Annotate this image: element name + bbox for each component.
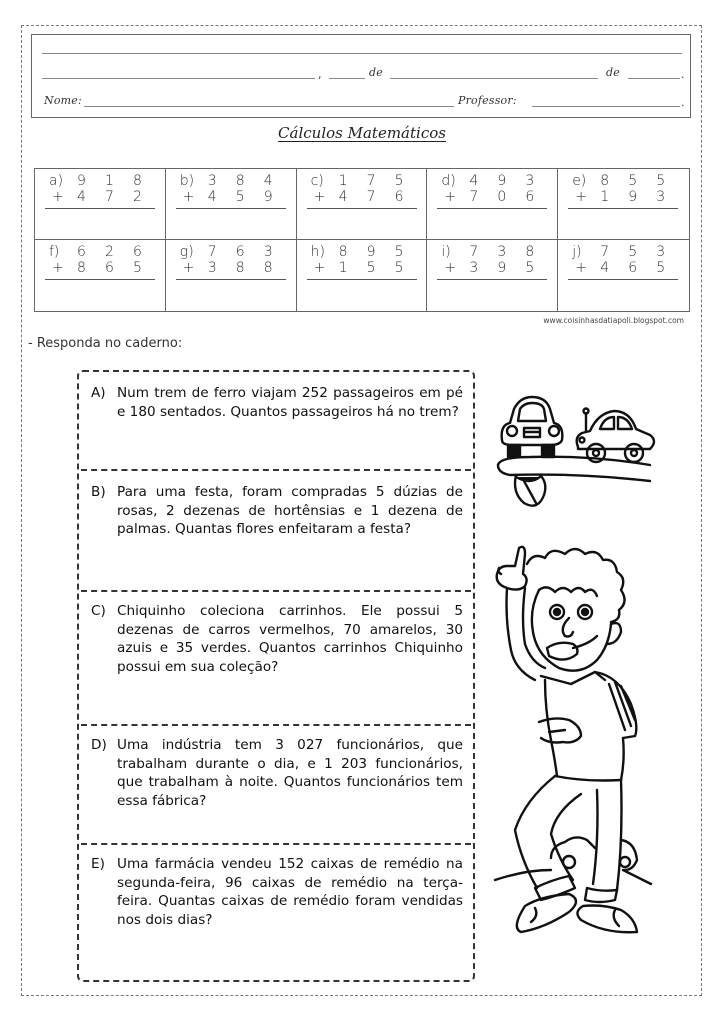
calc-cell[interactable] (297, 169, 428, 240)
calc-digit: 7 (469, 189, 479, 205)
calc-digit: 8 (235, 173, 245, 189)
calc-digit: 8 (525, 244, 535, 260)
teacher-end: . (681, 96, 685, 109)
toy-cars-icon (490, 385, 670, 515)
calc-digit: 5 (394, 173, 404, 189)
calc-digit: 8 (235, 260, 245, 276)
calc-label: h) (310, 244, 325, 260)
calc-digit: 7 (207, 244, 217, 260)
calc-digit: 4 (600, 260, 610, 276)
calc-bottom-row (572, 189, 684, 205)
problem-a (91, 384, 463, 421)
calc-digit: 6 (77, 244, 86, 260)
calc-cell[interactable] (297, 240, 428, 311)
calc-digit: 9 (497, 173, 507, 189)
calc-sum-line (437, 208, 547, 209)
boy-icon (485, 540, 685, 935)
calc-digit: 8 (263, 260, 273, 276)
calc-cell[interactable] (166, 169, 297, 240)
calc-digit: 4 (207, 189, 217, 205)
calc-digit: 5 (656, 173, 666, 189)
calc-digit: 5 (394, 260, 404, 276)
problem-text: Para uma festa, foram compradas 5 dúzias de rosas, 2 dezenas de hortênsias e 1 dezena de palmas. Quantas flores enfeitaram a festa? (117, 484, 463, 537)
calc-bottom-row (441, 189, 553, 205)
calc-sum-line (568, 279, 678, 280)
calc-digit: 0 (497, 189, 507, 205)
calc-digit: 8 (77, 260, 86, 276)
calc-digit: 9 (497, 260, 507, 276)
problem-e (91, 855, 463, 929)
calc-digit: 9 (366, 244, 376, 260)
calc-bottom-row (441, 260, 553, 276)
calc-sum-line (45, 208, 155, 209)
calc-digit: 3 (656, 244, 666, 260)
name-line[interactable] (84, 106, 454, 107)
calc-digit: 9 (263, 189, 273, 205)
calc-digit: 3 (525, 173, 535, 189)
problems-box (77, 370, 475, 982)
calc-digit: 8 (600, 173, 610, 189)
date-de-2: de (606, 66, 620, 79)
calc-label: i) (441, 244, 451, 260)
calc-digit: 5 (525, 260, 535, 276)
calc-label: a) (49, 173, 64, 189)
calc-bottom-row (572, 260, 684, 276)
calc-digit: 5 (366, 260, 376, 276)
name-label: Nome: (44, 94, 82, 107)
calc-top-row (572, 173, 684, 189)
calc-digit: 3 (207, 260, 217, 276)
calc-digit: 7 (600, 244, 610, 260)
calc-sum-line (568, 208, 678, 209)
calc-cell[interactable] (35, 240, 166, 311)
calc-digit: 1 (338, 173, 348, 189)
problem-text: Uma farmácia vendeu 152 caixas de remédio na segunda-feira, 96 caixas de remédio na terça-feira. Quantas caixas de remédio foram vendidas nos dois dias? (117, 856, 463, 928)
problem-letter: E) (91, 856, 105, 872)
calc-digit: 3 (497, 244, 507, 260)
calc-digit: 4 (469, 173, 479, 189)
calc-sum-line (45, 279, 155, 280)
plus-operator: + (575, 189, 587, 205)
problem-divider (81, 724, 471, 726)
calc-bottom-row (180, 189, 292, 205)
problem-letter: A) (91, 385, 106, 401)
calc-sum-line (307, 208, 417, 209)
calc-top-row (441, 244, 553, 260)
calc-digit: 5 (628, 244, 638, 260)
plus-operator: + (52, 189, 64, 205)
calc-digit: 5 (628, 173, 638, 189)
calc-cell[interactable] (558, 169, 689, 240)
calc-sum-line (437, 279, 547, 280)
calc-digit: 7 (366, 189, 376, 205)
calc-digit: 4 (263, 173, 273, 189)
calc-digit: 3 (656, 189, 666, 205)
calc-bottom-row (49, 189, 161, 205)
problem-letter: D) (91, 737, 107, 753)
calc-digit: 8 (133, 173, 142, 189)
website-credit: www.coisinhasdatiapoli.blogspot.com (543, 316, 684, 325)
problem-b (91, 483, 463, 539)
calc-cell[interactable] (35, 169, 166, 240)
calc-label: c) (310, 173, 324, 189)
calc-digit: 2 (105, 244, 114, 260)
calc-cell[interactable] (166, 240, 297, 311)
calc-label: j) (572, 244, 582, 260)
calc-top-row (49, 173, 161, 189)
calc-top-row (311, 173, 423, 189)
problem-c (91, 602, 463, 676)
date-end: . (681, 68, 685, 81)
calc-bottom-row (180, 260, 292, 276)
calc-bottom-row (311, 189, 423, 205)
calc-label: d) (441, 173, 456, 189)
plus-operator: + (313, 189, 326, 205)
calc-label: e) (572, 173, 587, 189)
problem-letter: B) (91, 484, 106, 500)
calc-label: f) (49, 244, 60, 260)
calc-digit: 6 (628, 260, 638, 276)
calc-digit: 5 (133, 260, 142, 276)
problem-d (91, 736, 463, 810)
calc-digit: 7 (469, 244, 479, 260)
month-line[interactable] (390, 78, 598, 79)
calc-digit: 2 (133, 189, 142, 205)
year-line[interactable] (628, 78, 680, 79)
calc-digit: 4 (77, 189, 86, 205)
plus-operator: + (182, 260, 195, 276)
calc-digit: 6 (525, 189, 535, 205)
calc-label: b) (179, 173, 195, 189)
problem-text: Num trem de ferro viajam 252 passageiros em pé e 180 sentados. Quantos passageiros há no trem? (117, 385, 463, 420)
calc-digit: 5 (394, 244, 404, 260)
calc-cell[interactable] (558, 240, 689, 311)
calc-digit: 3 (207, 173, 217, 189)
calc-top-row (49, 244, 161, 260)
calc-digit: 1 (600, 189, 610, 205)
day-line[interactable] (329, 78, 365, 79)
calc-bottom-row (311, 260, 423, 276)
teacher-label: Professor: (458, 94, 517, 107)
calc-top-row (180, 173, 292, 189)
date-comma: , (318, 68, 322, 81)
plus-operator: + (444, 189, 457, 205)
calc-digit: 5 (656, 260, 666, 276)
calc-label: g) (179, 244, 194, 260)
calc-digit: 9 (628, 189, 638, 205)
calc-digit: 6 (394, 189, 404, 205)
problem-divider (81, 590, 471, 592)
plus-operator: + (575, 260, 587, 276)
calc-digit: 4 (338, 189, 348, 205)
calc-cell[interactable] (427, 240, 558, 311)
problem-divider (81, 843, 471, 845)
calc-digit: 1 (105, 173, 114, 189)
instruction-text: - Responda no caderno: (28, 336, 183, 351)
calc-top-row (311, 244, 423, 260)
plus-operator: + (444, 260, 457, 276)
calc-sum-line (176, 279, 286, 280)
teacher-line[interactable] (532, 106, 680, 107)
calc-sum-line (176, 208, 286, 209)
calc-top-row (180, 244, 292, 260)
plus-operator: + (52, 260, 64, 276)
calculations-grid (34, 168, 690, 312)
calc-top-row (572, 244, 684, 260)
calc-digit: 3 (469, 260, 479, 276)
problem-text: Uma indústria tem 3 027 funcionários, que trabalham durante o dia, e 1 203 funcionários, que trabalham à noite. Quantos funcionários tem essa fábrica? (117, 737, 463, 809)
calc-digit: 3 (263, 244, 273, 260)
problem-text: Chiquinho coleciona carrinhos. Ele possui 5 dezenas de carros vermelhos, 70 amarelos, 30 azuis e 35 verdes. Quantos carrinhos Chiquinho possui em sua coleção? (117, 603, 463, 675)
calc-digit: 6 (235, 244, 245, 260)
city-line[interactable] (42, 78, 315, 79)
plus-operator: + (313, 260, 326, 276)
calc-digit: 1 (338, 260, 348, 276)
calc-bottom-row (49, 260, 161, 276)
plus-operator: + (182, 189, 195, 205)
calc-digit: 6 (105, 260, 114, 276)
calc-digit: 8 (338, 244, 348, 260)
calc-digit: 9 (77, 173, 86, 189)
calc-digit: 6 (133, 244, 142, 260)
calc-digit: 7 (366, 173, 376, 189)
problem-letter: C) (91, 603, 106, 619)
calc-digit: 7 (105, 189, 114, 205)
date-de-1: de (369, 66, 383, 79)
calc-digit: 5 (235, 189, 245, 205)
problem-divider (81, 469, 471, 471)
header-box (31, 34, 691, 118)
calc-cell[interactable] (427, 169, 558, 240)
calc-sum-line (307, 279, 417, 280)
school-line[interactable] (42, 53, 682, 54)
page-title: Cálculos Matemáticos (278, 124, 446, 142)
calc-top-row (441, 173, 553, 189)
